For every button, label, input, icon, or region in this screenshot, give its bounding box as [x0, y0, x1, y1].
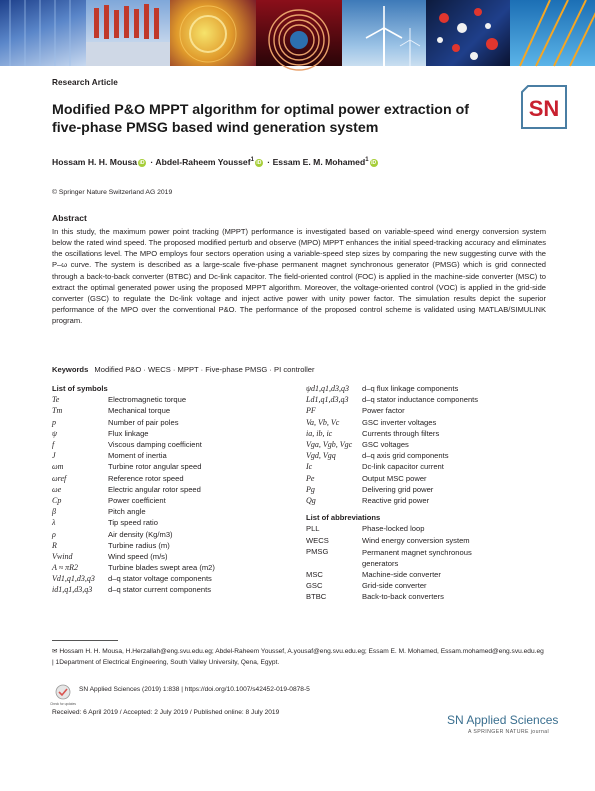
symbol-row [306, 417, 502, 428]
orcid-icon[interactable]: iD [256, 160, 262, 166]
author-affiliation-sup: 1 [365, 157, 369, 164]
symbol-term: Cp [52, 495, 62, 505]
symbol-description: Tip speed ratio [108, 518, 158, 528]
symbol-row [306, 461, 502, 472]
symbols-list-col1 [52, 383, 215, 596]
header-banner [0, 0, 595, 66]
symbol-row [52, 540, 215, 551]
symbol-description: Number of pair poles [108, 417, 179, 427]
copyright-line: © Springer Nature Switzerland AG 2019 [52, 189, 173, 196]
symbol-description: GSC voltages [362, 440, 409, 450]
symbols-heading: List of symbols [52, 384, 108, 394]
symbol-row [52, 484, 215, 495]
symbol-row [306, 580, 502, 591]
symbol-term: ρ [52, 529, 56, 539]
symbol-description: Machine-side converter [362, 569, 441, 579]
banner-abstract-image [170, 0, 256, 66]
symbol-description: d–q stator voltage components [108, 574, 212, 584]
symbol-term: WECS [306, 535, 329, 545]
banner-circuit-image [0, 0, 86, 66]
symbol-term: p [52, 417, 56, 427]
symbol-term: MSC [306, 569, 323, 579]
symbol-term: Tm [52, 406, 63, 416]
symbol-row [306, 534, 502, 545]
author-list [52, 157, 380, 167]
symbol-row [306, 383, 502, 394]
symbol-term: PLL [306, 524, 320, 534]
symbol-row [306, 484, 502, 495]
symbol-description: Grid-side converter [362, 580, 427, 590]
symbol-row [52, 405, 215, 416]
symbol-description: Viscous damping coefficient [108, 440, 202, 450]
symbol-description: d–q axis grid components [362, 451, 449, 461]
symbol-term: f [52, 440, 55, 450]
symbol-description: d–q flux linkage components [362, 384, 459, 394]
footnote-rule [52, 640, 118, 641]
banner-wind-turbine-image [342, 0, 426, 66]
abbreviations-heading: List of abbreviations [306, 513, 381, 523]
symbol-term: ωm [52, 462, 64, 472]
symbol-term: Vwind [52, 551, 73, 561]
symbol-description: Output MSC power [362, 473, 427, 483]
symbol-row [52, 562, 215, 573]
symbol-row [52, 495, 215, 506]
symbol-row [306, 473, 502, 484]
symbol-row [306, 428, 502, 439]
symbol-description: Turbine rotor angular speed [108, 462, 202, 472]
keywords [52, 365, 315, 374]
article-title: Modified P&O MPPT algorithm for optimal power extraction of five-phase PMSG based wind generation system [52, 102, 469, 136]
symbol-row [52, 573, 215, 584]
symbol-description: Power factor [362, 406, 405, 416]
orcid-icon[interactable]: iD [371, 160, 377, 166]
symbol-term: Vgd, Vgq [306, 451, 336, 461]
symbol-description: Turbine blades swept area (m2) [108, 563, 215, 573]
symbol-term: PMSG [306, 546, 329, 556]
symbols-list-col2 [306, 383, 502, 602]
symbol-term: PF [306, 406, 316, 416]
symbol-term: ψd1,q1,d3,q3 [306, 384, 349, 394]
symbol-description: d–q stator inductance components [362, 395, 479, 405]
symbol-description: Wind speed (m/s) [108, 551, 168, 561]
author-name[interactable]: Abdel-Raheem Youssef [155, 157, 251, 167]
symbol-term: Qg [306, 495, 316, 505]
symbol-term: BTBC [306, 592, 327, 602]
symbol-term: β [52, 507, 56, 517]
author-name[interactable]: Hossam H. H. Mousa [52, 157, 138, 167]
symbol-description: Back-to-back converters [362, 592, 444, 602]
banner-coil-image [256, 0, 342, 66]
symbol-description: Delivering grid power [362, 484, 434, 494]
symbol-term: Pe [306, 473, 315, 483]
symbol-row [306, 523, 502, 534]
symbol-row [52, 450, 215, 461]
symbol-row [306, 495, 502, 506]
symbol-description: Reference rotor speed [108, 473, 184, 483]
symbol-row [52, 461, 215, 472]
symbol-row [52, 428, 215, 439]
symbol-row [306, 591, 502, 602]
symbol-term: id1,q1,d3,q3 [52, 585, 93, 595]
symbol-description: Turbine radius (m) [108, 540, 170, 550]
symbol-description: Air density (Kg/m3) [108, 529, 173, 539]
symbol-row [306, 405, 502, 416]
symbol-term: Te [52, 395, 60, 405]
orcid-icon[interactable]: iD [139, 160, 145, 166]
citation-doi[interactable]: SN Applied Sciences (2019) 1:838 | https://doi.org/10.1007/s42452-019-0878-5 [79, 686, 310, 693]
symbol-term: Pg [306, 484, 315, 494]
symbol-description: Permanent magnet synchronous generators [362, 547, 472, 568]
author-affiliation-sup: 1 [250, 157, 254, 164]
journal-brand-sub: A SPRINGER NATURE journal [468, 729, 550, 735]
author-name[interactable]: Essam E. M. Mohamed [272, 157, 366, 167]
symbol-description: Mechanical torque [108, 406, 171, 416]
symbol-row [306, 394, 502, 405]
author-separator: · [150, 157, 154, 167]
article-type: Research Article [52, 78, 118, 87]
banner-chemistry-image [86, 0, 170, 66]
symbol-row [306, 450, 502, 461]
symbol-description: Electric angular rotor speed [108, 484, 201, 494]
symbol-term: A ≈ πR2 [52, 563, 79, 573]
symbol-term: ψ [52, 428, 57, 438]
journal-brand: SN Applied Sciences [447, 713, 559, 727]
symbol-row [52, 528, 215, 539]
symbol-term: R [52, 540, 57, 550]
check-for-updates-badge[interactable] [52, 683, 74, 707]
symbol-description: Dc-link capacitor current [362, 462, 444, 472]
symbol-term: GSC [306, 580, 323, 590]
received-dates: Received: 6 April 2019 / Accepted: 2 July 2019 / Published online: 8 July 2019 [52, 709, 280, 716]
keywords-text: Modified P&O · WECS · MPPT · Five-phase PMSG · PI controller [94, 365, 315, 374]
symbol-description: Phase-locked loop [362, 524, 425, 534]
symbol-row [52, 394, 215, 405]
sn-logo [520, 84, 568, 130]
symbol-description: Moment of inertia [108, 451, 167, 461]
abstract-text: In this study, the maximum power point tracking (MPPT) performance is investigated based on variable-speed wind energy conversion system below the rated wind speed. The proposed modified perturb and observe (MPO) MPPT enhances the initial speed-tracking accuracy and eliminates the oscillations level. The MPO employs four sectors operation using a variable-speed step sizes by comparing the new suggesting curve with the P–ω curve. The system is described as a large-scale five-phase permanent magnet synchronous generator (PMSG) which is grid connected through a back-to-back converter (BTBC) and Dc-link capacitor. The field-oriented control (FOC) is applied in the machine-side converter (MSC) to extract the optimal generated power using the proposed MPPT algorithm. Moreover, the voltage-oriented control (VOC) is applied in the grid-side converter (GSC) to regulate the Dc-link voltage and inject active power with unity power factor. The simulation results depict the superior performance of the MPO over the conventional P&O. The performance of the proposed control scheme is validated using MATLAB/SIMULINK program. [52, 227, 546, 326]
banner-fibers-image [510, 0, 595, 66]
keywords-label: Keywords [52, 365, 89, 374]
correspondence-footnote: ✉ Hossam H. H. Mousa, H.Herzallah@eng.svu.edu.eg; Abdel-Raheem Youssef, A.yousaf@eng.svu.edu.eg; Essam E. M. Mohamed, Essam.mohamed@eng.svu.edu.eg | 1Department of Electrical Engineering, South Valley University, Qena, Egypt. [52, 648, 544, 666]
symbol-term: Vga, Vgb, Vgc [306, 440, 353, 450]
symbol-term: Vd1,q1,d3,q3 [52, 574, 95, 584]
symbol-description: d–q stator current components [108, 585, 211, 595]
symbol-term: J [52, 451, 56, 461]
symbol-term: Ic [306, 462, 313, 472]
symbol-term: Ld1,q1,d3,q3 [306, 395, 349, 405]
symbol-term: Va, Vb, Vc [306, 417, 340, 427]
symbol-description: Reactive grid power [362, 495, 430, 505]
symbol-row [52, 551, 215, 562]
symbol-row [306, 546, 502, 569]
symbol-row [52, 517, 215, 528]
symbol-term: ia, ib, ic [306, 428, 333, 438]
symbol-row [52, 417, 215, 428]
symbol-description: Power coefficient [108, 495, 166, 505]
svg-text:SN: SN [528, 96, 560, 121]
symbol-term: ωe [52, 484, 62, 494]
symbol-description: Wind energy conversion system [362, 535, 470, 545]
banner-molecules-image [426, 0, 510, 66]
symbol-row [52, 584, 215, 595]
symbol-term: λ [52, 518, 56, 528]
symbol-row [52, 506, 215, 517]
symbol-description: Electromagnetic torque [108, 395, 187, 405]
symbol-description: GSC inverter voltages [362, 417, 437, 427]
symbol-row [306, 439, 502, 450]
symbol-row [52, 439, 215, 450]
svg-text:Check for updates: Check for updates [50, 702, 76, 706]
symbol-row [52, 473, 215, 484]
symbol-description: Flux linkage [108, 428, 149, 438]
symbol-term: ωref [52, 473, 67, 483]
symbol-description: Currents through filters [362, 428, 440, 438]
abstract-heading: Abstract [52, 213, 87, 223]
check-for-updates-icon [52, 683, 74, 707]
symbol-row [306, 569, 502, 580]
symbol-description: Pitch angle [108, 507, 146, 517]
author-separator: · [267, 157, 271, 167]
